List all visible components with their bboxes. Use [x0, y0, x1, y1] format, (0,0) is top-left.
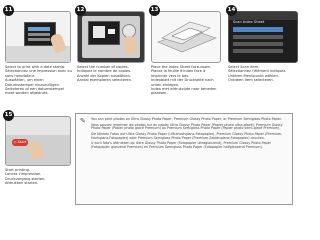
caption-line: Indiquez le nombre de copies.: [77, 69, 132, 74]
lcd-screen: [88, 21, 120, 45]
step-number: 12: [75, 5, 86, 16]
step-number: 15: [3, 110, 14, 121]
step-14-caption: [228, 65, 286, 83]
caption-line: Selecteren of een datumstempel: [5, 87, 64, 92]
copies-preview: [93, 26, 105, 38]
step-15-caption: [5, 168, 46, 186]
start-button[interactable]: [12, 139, 28, 146]
caption-line: sans horodateur.: [5, 73, 36, 78]
start-button-illustration: [5, 116, 71, 166]
paper-type-note: [75, 113, 293, 205]
caption-line: plaatsen.: [151, 91, 168, 96]
note-paragraph: Vous pouvez imprimer les photos sur du papier Ultra Glossy Photo Paper (Papier photo ultra-glacé), Premium Glossy Photo Paper (Papier photo glacé Premium) ou Premium Semigloss Photo Paper (Papier photo semi-glacé Premium).: [91, 122, 283, 131]
caption-line: Select to print with a date stamp.: [5, 65, 66, 69]
step-14-panel: [226, 5, 298, 105]
caption-line: Lancez l'impression.: [5, 172, 42, 177]
note-paragraph: Sie können Fotos auf Ultra Glossy Photo Paper (Ultrahochglanz-Fotopapier), Premium Glossy Photo Paper (Premium-Hochglanz-Fotopapier) oder Premium Semigloss Photo Paper (Premium-Seidenglanz-Fotopapier) drucken.: [91, 131, 283, 140]
note-paragraph: You can print photos on Ultra Glossy Photo Paper, Premium Glossy Photo Paper, or Premium Semigloss Photo Paper.: [91, 117, 282, 121]
date-stamp-screen-illustration: [5, 11, 71, 63]
caption-line: Sélectionnez une impression avec ou: [5, 69, 72, 74]
date-stamp-option[interactable]: [28, 33, 50, 36]
caption-line: Ontdeen item selecteren.: [228, 78, 274, 83]
caption-line: Placez la feuille d'index face à: [151, 69, 206, 74]
screen-title: Scan Index Sheet: [233, 20, 265, 24]
note-body: [91, 118, 287, 152]
step-number: 14: [226, 5, 237, 16]
scan-screen-illustration: [228, 11, 298, 63]
caption-line: unten einlegen.: [151, 82, 180, 87]
menu-item[interactable]: [233, 42, 283, 46]
caption-line: Anzahl der Kopien auswählen.: [77, 73, 132, 78]
caption-line: Select Scan item.: [228, 65, 260, 69]
note-paragraph: U kunt foto's afdrukken op Ultra Glossy Photo Paper (Fotopapier ultraglanzend), Premium Glossy Photo Paper (Fotopapier glanzend Premium) en Premium Semigloss Photo Paper (Fotopapier halfglanzend Premium).: [91, 141, 271, 150]
step-number: 11: [3, 5, 14, 16]
caption-line: imprimer vers le bas.: [151, 73, 190, 78]
caption-line: Datumsstempel hinzuzufügen.: [5, 82, 60, 87]
caption-line: Unteren Menüpunkt wählen.: [228, 73, 279, 78]
screen-title-bar: [229, 12, 297, 20]
step-13-caption: [151, 65, 216, 96]
caption-line: Index met afdrukzijde naar beneden: [151, 87, 217, 92]
start-icon: ◇: [13, 140, 17, 144]
step-15-panel: [3, 110, 71, 208]
caption-line: Aantal exemplaren selecteren.: [77, 78, 132, 83]
index-sheet-placement-illustration: [151, 11, 221, 63]
scan-item-selected[interactable]: [233, 27, 283, 32]
start-button-label: Start: [17, 140, 27, 144]
step-11-caption: [5, 65, 72, 96]
caption-line: Afdrukken starten.: [5, 181, 39, 186]
caption-line: Indexblatt mit der Druckseite nach: [151, 78, 214, 83]
step-12-caption: [77, 65, 132, 83]
step-13-panel: [149, 5, 221, 105]
date-stamp-option[interactable]: [28, 38, 50, 41]
caption-line: Druckvorgang starten.: [5, 176, 46, 181]
menu-item[interactable]: [233, 49, 283, 53]
caption-line: Place the Index Sheet face-down.: [151, 65, 212, 69]
caption-line: moet worden afgedrukt.: [5, 91, 49, 96]
step-number: 13: [149, 5, 160, 16]
menu-item[interactable]: [233, 35, 283, 39]
copies-screen-illustration: [77, 11, 145, 63]
note-pencil-icon: ✎: [80, 117, 86, 125]
date-stamp-option-selected[interactable]: [28, 27, 50, 31]
step-12-panel: [75, 5, 145, 105]
caption-line: Sélectionnez l'élément indiquez.: [228, 69, 287, 74]
step-11-panel: [3, 5, 71, 105]
copies-count: [108, 29, 115, 34]
caption-line: Select the number of copies.: [77, 65, 129, 69]
caption-line: Auswählen, um einen: [5, 78, 44, 83]
scanner-illustration: [152, 12, 220, 62]
caption-line: Start printing.: [5, 168, 31, 172]
